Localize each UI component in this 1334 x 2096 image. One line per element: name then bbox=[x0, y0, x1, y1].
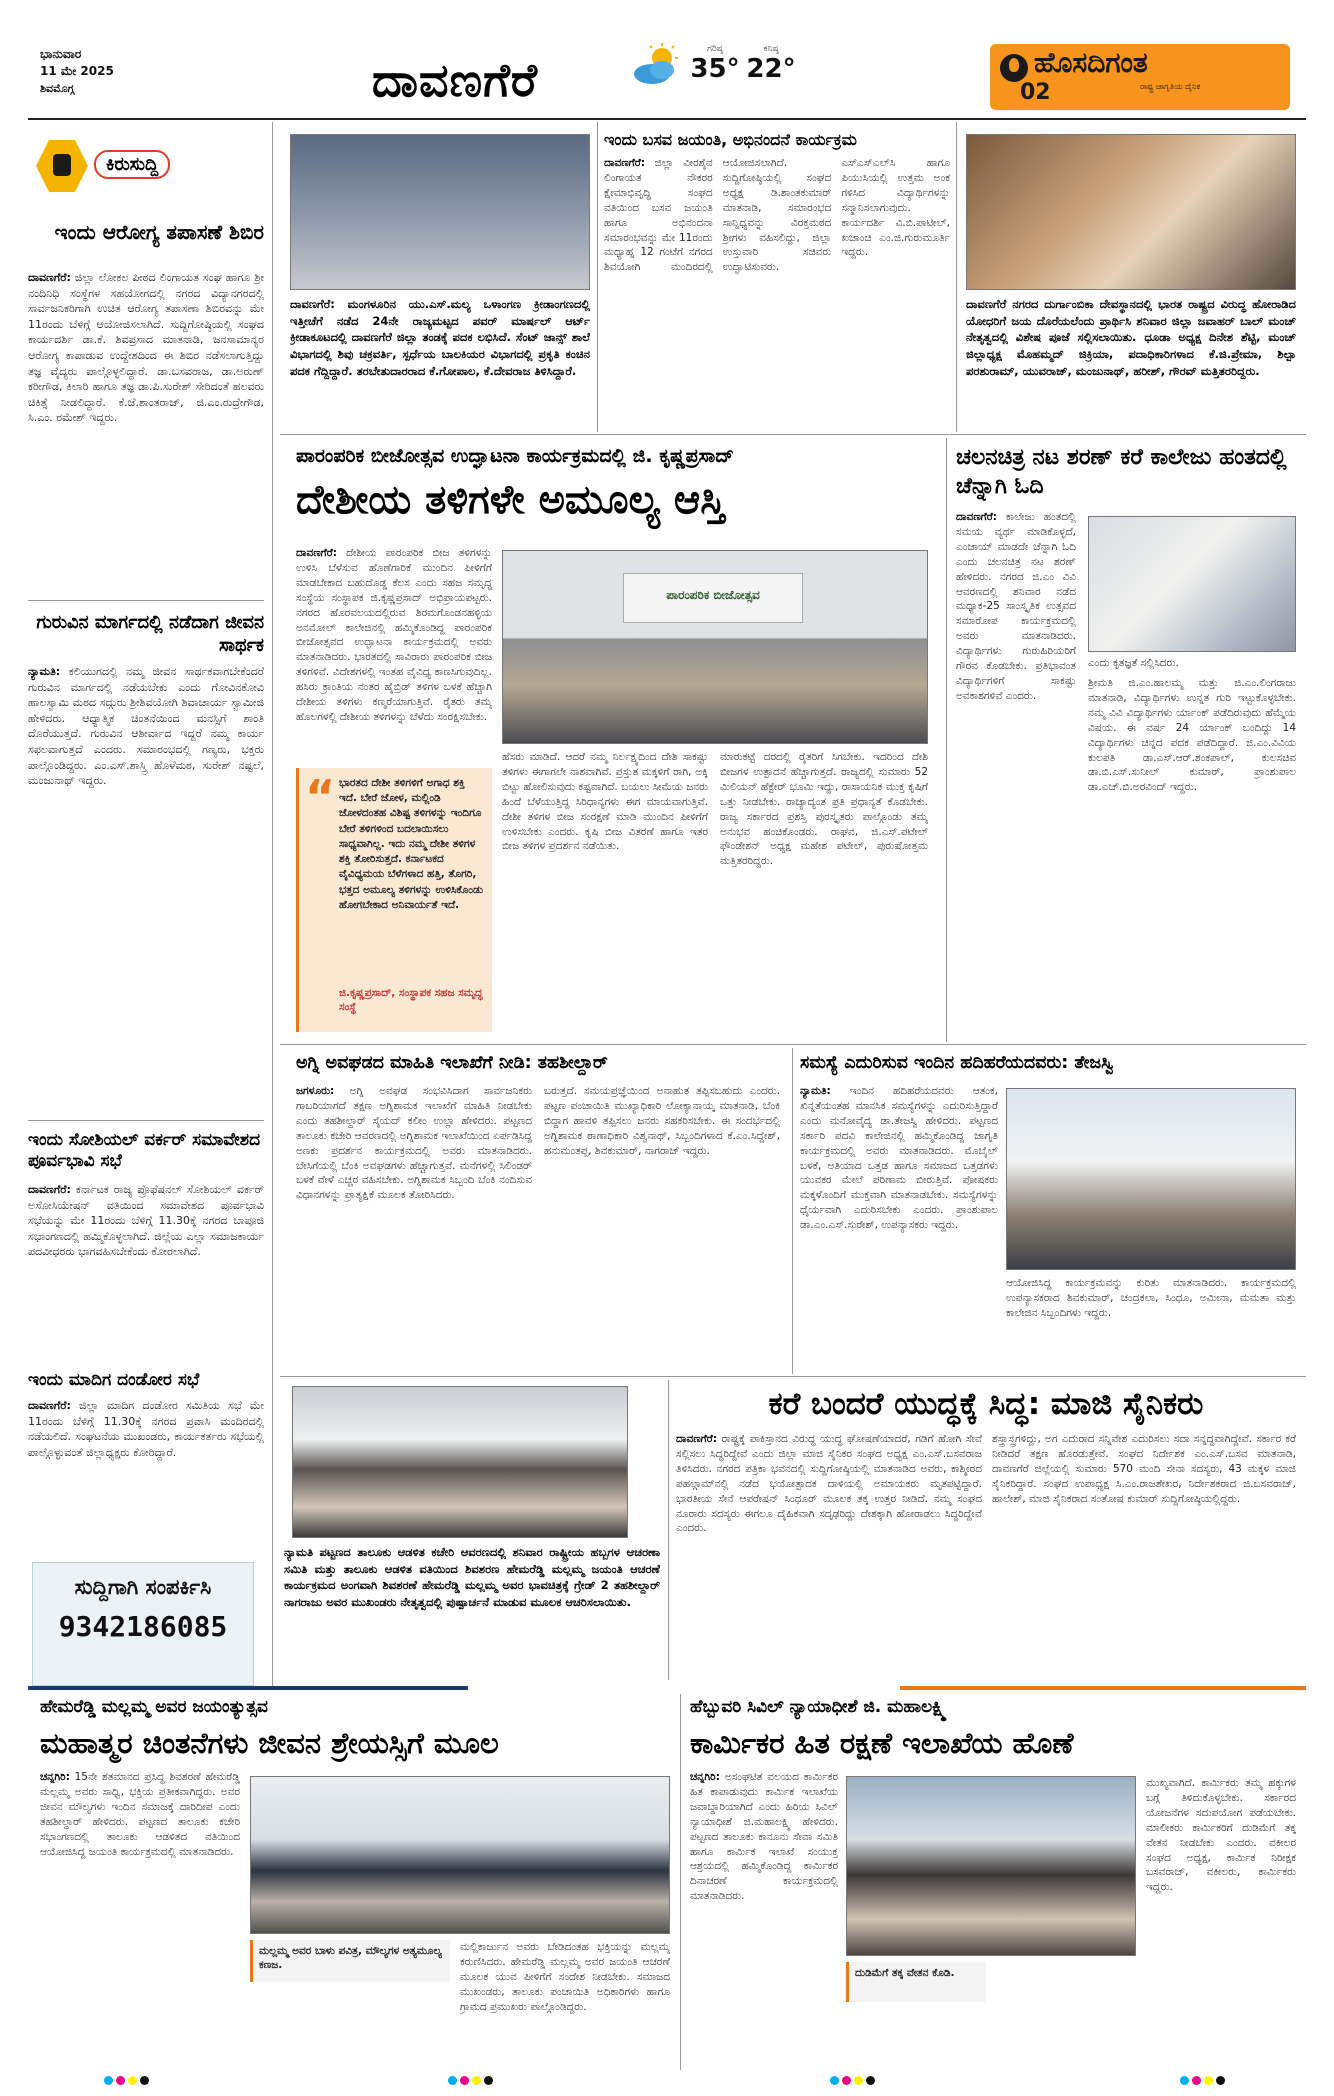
lead-body-col3: ಮಾರುಕಟ್ಟೆ ದರದಲ್ಲಿ ರೈತರಿಗೆ ಸಿಗಬೇಕು. ಇದರಿಂದ ದೇಶಿ ಬೀಜಗಳ ಉತ್ಪಾದನೆ ಹೆಚ್ಚಾಗುತ್ತದೆ. ರಾಜ್ಯದಲ್ಲಿ ಸುಮಾರು 52 ಮಿಲಿಯನ್ ಹೆಕ್ಟೇರ್ ಭೂಮಿ ಇದ್ದು, ರಾಸಾಯನಿಕ ಮುಕ್ತ ಕೃಷಿಗೆ ಒತ್ತು ನೀಡಬೇಕು. ರಾಜ್ಯಾದ್ಯಂತ ಪ್ರತಿ ಪ್ರಧಾನ್ಯತೆ ಕೊಡಬೇಕು. ರಾಜ್ಯ ಸರ್ಕಾರದ ಪ್ರಶಸ್ತಿ ಪುರಸ್ಕೃತರು ಪಾಲ್ಗೊಂಡು ತಮ್ಮ ಅನುಭವ ಹಂಚಿಕೊಂಡರು. ರಾಘವ, ಜಿ.ಎಸ್.ಪಟೇಲ್ ಫೌಂಡೇಶನ್ ಅಧ್ಯಕ್ಷ ಮಹೇಶ ಪಟೇಲ್, ಪುರುಷೋತ್ತಮ ಮತ್ತಿತರರಿದ್ದರು. bbox=[720, 751, 928, 868]
photo-seed-fest bbox=[502, 550, 928, 744]
kirusuddi-brand bbox=[36, 140, 236, 192]
max-temp-value: 35° bbox=[690, 54, 740, 84]
kirusuddi-label: ಕಿರುಸುದ್ದಿ bbox=[94, 150, 170, 179]
story-title-social-worker: ಇಂದು ಸೋಶಿಯಲ್ ವರ್ಕರ್ ಸಮಾವೇಶದ ಪೂರ್ವಭಾವಿ ಸಭೆ bbox=[28, 1130, 261, 1172]
story-title-health-camp: ಇಂದು ಆರೋಗ್ಯ ತಪಾಸಣೆ ಶಿಬಿರ bbox=[54, 220, 264, 244]
photo-mallamma-tribute bbox=[292, 1386, 628, 1538]
place-label: ಶಿವಮೊಗ್ಗ bbox=[40, 81, 75, 95]
bottom-left-headline: ಮಹಾತ್ಮರ ಚಿಂತನೆಗಳು ಜೀವನ ಶ್ರೇಯಸ್ಸಿಗೆ ಮೂಲ bbox=[40, 1726, 499, 1760]
photo-martial-arts bbox=[290, 134, 590, 290]
photo-labour-day bbox=[846, 1776, 1136, 1956]
story-title-guru: ಗುರುವಿನ ಮಾರ್ಗದಲ್ಲಿ ನಡೆದಾಗ ಜೀವನ ಸಾರ್ಥಕ bbox=[36, 612, 264, 656]
masthead-date-block bbox=[40, 46, 160, 97]
lead-quote: ಭಾರತದ ದೇಶೀ ತಳಿಗಳಿಗೆ ಅಗಾಧ ಶಕ್ತಿ ಇದೆ. ಬೇರೆ ಜೋಳ, ಮಲ್ಲಿಂಡಿ ಜೋಳದಂತಹ ವಿಶಿಷ್ಟ ತಳಿಗಳನ್ನು ಇಂದಿಗೂ ಬೇರೆ ತಳಿಗಳಿಂದ ಬದಲಾಯಿಸಲು ಸಾಧ್ಯವಾಗಿಲ್ಲ. ಇದು ನಮ್ಮ ದೇಶೀ ತಳಿಗಳ ಶಕ್ತಿ ತೋರಿಸುತ್ತದೆ. ಕರ್ನಾಟಕದ ವೈವಿಧ್ಯಮಯ ಬೆಳೆಗಳಾದ ಹತ್ತಿ, ತೊಗರಿ, ಭತ್ತದ ಅಮೂಲ್ಯ ತಳಿಗಳನ್ನು ಉಳಿಸಿಕೊಂಡು ಹೋಗಬೇಕಾದ ಅನಿವಾರ್ಯತೆ ಇದೆ. bbox=[339, 777, 484, 911]
photo-youth-event bbox=[1006, 1088, 1296, 1270]
masthead-rule bbox=[28, 118, 1306, 120]
actor-photo-caption: ಎಂದು ಕೃತಜ್ಞತೆ ಸಲ್ಲಿಸಿದರು. bbox=[1088, 657, 1179, 669]
lead-kicker: ಪಾರಂಪರಿಕ ಬೀಜೋತ್ಸವ ಉದ್ಘಾಟನಾ ಕಾರ್ಯಕ್ರಮದಲ್ಲಿ ಜಿ. ಕೃಷ್ಣಪ್ರಸಾದ್ bbox=[296, 445, 734, 467]
fire-body-col2: ಬರುತ್ತದೆ. ಸಮಯಪ್ರಜ್ಞೆಯಿಂದ ಅನಾಹುತ ತಪ್ಪಿಸಬಹುದು ಎಂದರು. ಪಟ್ಟಣ ಪಂಚಾಯಿತಿ ಮುಖ್ಯಾಧಿಕಾರಿ ಲೋಕ್ಯಾನಾಯ್ಕ ಮಾತನಾಡಿ, ಬೆಂಕಿ ಬಿದ್ದಾಗ ಹಾವಳಿ ತಪ್ಪಿಸಲು ಜನರು ಸಹಕರಿಸಬೇಕು. ಈ ಸಂದರ್ಭದಲ್ಲಿ ಅಗ್ನಿಶಾಮಕ ಠಾಣಾಧಿಕಾರಿ ವಿಶ್ವನಾಥ್, ಸಿಬ್ಬಂದಿಗಳಾದ ಕೆ.ಎಂ.ಸಿದ್ದೇಶ್, ಹನುಮಂತಪ್ಪ, ಶಿವಕುಮಾರ್, ನಾಗರಾಜ್ ಇದ್ದರು. bbox=[544, 1085, 780, 1157]
bottom-left-photo-caption: ಮಲ್ಲಮ್ಮ ಅವರ ಬಾಳು ಪವಿತ್ರ, ಮೌಲ್ಯಗಳ ಅತ್ಯಮೂಲ್ಯ ಕಣಜ. bbox=[259, 1945, 442, 1972]
section-divider-right bbox=[900, 1686, 1306, 1690]
date-label: 11 ಮೇ 2025 bbox=[40, 64, 114, 79]
story-body-health-camp: ದಾವಣಗೆರೆ: ಜಿಲ್ಲಾ ಲೋಕಲ ಪೀಠದ ಲಿಂಗಾಯತ ಸಂಘ ಹಾಗೂ ಶ್ರೀ ನಂದಿನಿಧಿ ಸಂಸ್ಥೆಗಳ ಸಹಯೋಗದಲ್ಲಿ ನಗರದ ವಿದ್ಯಾನಗರದಲ್ಲಿ ಸಾರ್ವಜನಿಕರಿಗಾಗಿ ಉಚಿತ ಆರೋಗ್ಯ ತಪಾಸಣಾ ಶಿಬಿರವನ್ನು ಮೇ 11ರಂದು ಬೆಳಿಗ್ಗೆ ಆಯೋಜಿಸಲಾಗಿದೆ. ಸುದ್ದಿಗೋಷ್ಠಿಯಲ್ಲಿ ಸಂಘದ ಕಾರ್ಯದರ್ಶಿ ಡಾ.ಕೆ. ಶಿವಪ್ರಸಾದ ಮಾತನಾಡಿ, ಜನಸಾಮಾನ್ಯರ ಆರೋಗ್ಯ ಕಾಪಾಡುವ ಉದ್ದೇಶದಿಂದ ಈ ಶಿಬಿರ ನಡೆಸಲಾಗುತ್ತಿದ್ದು ತಜ್ಞ ವೈದ್ಯರು ಪಾಲ್ಗೊಳ್ಳಲಿದ್ದಾರೆ. ಡಾ.ಬಸವರಾಜ, ಡಾ.ಅರುಣ್ ಕರೀಗೌಡ, ಕಿಲಾರಿ ಹಾಗೂ ತಜ್ಞ ಡಾ.ಪಿ.ಸುರೇಶ್ ಸೇರಿದಂತೆ ಹಲವರು ಚಿಕಿತ್ಸೆ ನೀಡಲಿದ್ದಾರೆ. ಕೆ.ಜೆ.ಶಾಂತರಾಜ್, ಜಿ.ಎಂ.ರುದ್ರೇಗೌಡ, ಸಿ.ಎಂ. ರಮೇಶ್ ಇದ್ದರು. bbox=[28, 271, 264, 425]
caption-martial-arts: ದಾವಣಗೆರೆ: ಮಂಗಳೂರಿನ ಯು.ಎಸ್.ಮಲ್ಯ ಒಳಾಂಗಣ ಕ್ರೀಡಾಂಗಣದಲ್ಲಿ ಇತ್ತೀಚೆಗೆ ನಡೆದ 24ನೇ ರಾಜ್ಯಮಟ್ಟದ ಪವರ್ ಮಾರ್ಷಲ್ ಆರ್ಟ್ ಕ್ರೀಡಾಕೂಟದಲ್ಲಿ ದಾವಣಗೆರೆ ಜಿಲ್ಲಾ ತಂಡಕ್ಕೆ ಪದಕ ಲಭಿಸಿದೆ. ಸೆಂಟ್ ಜಾನ್ಸ್ ಶಾಲೆ ವಿಭಾಗದಲ್ಲಿ ಶಿವು ಚಕ್ರವರ್ತಿ, ಸ್ಪರ್ಧೆಯ ಬಾಲಕಿಯರ ವಿಭಾಗದಲ್ಲಿ ಪ್ರಕೃತಿ ಕಂಚಿನ ಪದಕ ಗೆದ್ದಿದ್ದಾರೆ. ತರಬೇತುದಾರರಾದ ಕೆ.ಗೋಪಾಲ, ಕೆ.ದೇವರಾಜ ತಿಳಿಸಿದ್ದಾರೆ. bbox=[290, 297, 590, 378]
max-temp-label: ಗರಿಷ್ಠ bbox=[707, 44, 723, 54]
quote-icon: “ bbox=[305, 770, 336, 824]
story-body-social-worker: ದಾವಣಗೆರೆ: ಕರ್ನಾಟಕ ರಾಜ್ಯ ಪ್ರೊಫೆಷನಲ್ ಸೋಶಿಯಲ್ ವರ್ಕರ್ ಅಸೋಸಿಯೇಷನ್ ವತಿಯಿಂದ ಸಮಾವೇಶದ ಪೂರ್ವಭಾವಿ ಸಭೆಯನ್ನು ಮೇ 11ರಂದು ಬೆಳಿಗ್ಗೆ 11.30ಕ್ಕೆ ನಗರದ ಬಾಪೂಜಿ ಸಭಾಂಗಣದಲ್ಲಿ ಹಮ್ಮಿಕೊಳ್ಳಲಾಗಿದೆ. ಜಿಲ್ಲೆಯ ಎಲ್ಲಾ ಸಮಾಜಕಾರ್ಯ ಪದವೀಧರರು ಭಾಗವಹಿಸಬೇಕೆಂದು ಕೋರಲಾಗಿದೆ. bbox=[28, 1183, 264, 1259]
actor-body-col2: ಶ್ರೀಮತಿ ಜಿ.ಎಂ.ಹಾಲಮ್ಮ ಮತ್ತು ಜಿ.ಎಂ.ಲಿಂಗರಾಜು ಮಾತನಾಡಿ, ವಿದ್ಯಾರ್ಥಿಗಳು ಉನ್ನತ ಗುರಿ ಇಟ್ಟುಕೊಳ್ಳಬೇಕು. ನಮ್ಮ ವಿವಿ ವಿದ್ಯಾರ್ಥಿಗಳು ರ್ಯಾಂಕ್ ಪಡೆದಿರುವುದು ಹೆಮ್ಮೆಯ ವಿಷಯ. ಈ ವರ್ಷ 24 ರ್ಯಾಂಕ್ ಬಂದಿದ್ದು 14 ವಿದ್ಯಾರ್ಥಿಗಳು ಚಿನ್ನದ ಪದಕ ಪಡೆದಿದ್ದಾರೆ. ಜಿ.ಎಂ.ವಿವಿಯ ಕುಲಪತಿ ಡಾ.ಎಸ್.ಆರ್.ಶಂಕಪಾಲ್, ಕುಲಸಚಿವ ಡಾ.ಬಿ.ಎಸ್.ಸುನೀಲ್ ಕುಮಾರ್, ಪ್ರಾಂಶುಪಾಲ ಡಾ.ಎಚ್.ಬಿ.ಅರವಿಂದ್ ಇದ್ದರು. bbox=[1088, 677, 1296, 794]
contact-label: ಸುದ್ದಿಗಾಗಿ ಸಂಪರ್ಕಿಸಿ bbox=[74, 1575, 212, 1599]
actor-headline: ಚಲನಚಿತ್ರ ನಟ ಶರಣ್ ಕರೆ ಕಾಲೇಜು ಹಂತದಲ್ಲಿ ಚೆನ್ನಾಗಿ ಓದಿ bbox=[956, 445, 1287, 499]
photo-actor-event bbox=[1088, 516, 1296, 652]
youth-photo-caption: ಆಯೋಜಿಸಿದ್ದ ಕಾರ್ಯಕ್ರಮವನ್ನು ಕುರಿತು ಮಾತನಾಡಿದರು. ಕಾರ್ಯಕ್ರಮದಲ್ಲಿ ಉಪನ್ಯಾಸಕರಾದ ಶಿವಕುಮಾರ್, ಚಂದ್ರಕಲಾ, ಸಿಂಧೂ, ಅಮೀನಾ, ಮಮತಾ ಮತ್ತು ಕಾಲೇಜಿನ ಸಿಬ್ಬಂದಿಗಳು ಇದ್ದರು. bbox=[1006, 1277, 1296, 1319]
lamp-icon bbox=[1000, 54, 1028, 82]
bottom-left-body2: ಮಲ್ಲಿಕಾರ್ಜುನ ಅವರು ಬೇಡಿದಂತಹ ಭಕ್ತಿಯನ್ನು ಮಲ್ಲಮ್ಮ ಕರುಣಿಸಿದರು. ಹೇಮರೆಡ್ಡಿ ಮಲ್ಲಮ್ಮ ಅವರ ಜಯಂತಿ ಆಚರಣೆ ಮೂಲಕ ಯುವ ಪೀಳಿಗೆಗೆ ಸಂದೇಶ ನೀಡಬೇಕು. ಸಮಾಜದ ಮುಖಂಡರು, ತಾಲೂಕು ಪಂಚಾಯಿತಿ ಅಧಿಕಾರಿಗಳು ಹಾಗೂ ಗ್ರಾಮದ ಪ್ರಮುಖರು ಪಾಲ್ಗೊಂಡಿದ್ದರು. bbox=[460, 1941, 670, 2013]
bottom-left-photo-caption-box bbox=[250, 1940, 450, 1982]
story-body-madiga: ದಾವಣಗೆರೆ: ಜಿಲ್ಲಾ ಮಾದಿಗ ದಂಡೋರ ಸಮಿತಿಯ ಸಭೆ ಮೇ 11ರಂದು ಬೆಳಿಗ್ಗೆ 11.30ಕ್ಕೆ ನಗರದ ಪ್ರವಾಸಿ ಮಂದಿರದಲ್ಲಿ ನಡೆಯಲಿದೆ. ಸಂಘಟನೆಯ ಮುಖಂಡರು, ಕಾರ್ಯಕರ್ತರು ಸಭೆಯಲ್ಲಿ ಪಾಲ್ಗೊಳ್ಳುವಂತೆ ಜಿಲ್ಲಾಧ್ಯಕ್ಷರು ಕೋರಿದ್ದಾರೆ. bbox=[28, 1399, 264, 1459]
registration-marks-center-right bbox=[830, 2076, 875, 2085]
max-temp-block bbox=[690, 44, 740, 84]
paper-name: ಹೊಸದಿಗಂತ bbox=[1034, 46, 1148, 79]
registration-marks-center-left bbox=[448, 2076, 493, 2085]
lead-quote-source: ಜಿ.ಕೃಷ್ಣಪ್ರಸಾದ್, ಸಂಸ್ಥಾಪಕ ಸಹಜ ಸಮೃದ್ಧ ಸಂಸ್ಥೆ bbox=[339, 987, 483, 1014]
lead-headline: ದೇಶೀಯ ತಳಿಗಳೇ ಅಮೂಲ್ಯ ಆಸ್ತಿ bbox=[296, 477, 725, 523]
bottom-right-body2: ಮುಖ್ಯವಾಗಿದೆ. ಕಾರ್ಮಿಕರು ತಮ್ಮ ಹಕ್ಕುಗಳ ಬಗ್ಗೆ ತಿಳಿದುಕೊಳ್ಳಬೇಕು. ಸರ್ಕಾರದ ಯೋಜನೆಗಳ ಸದುಪಯೋಗ ಪಡೆಯಬೇಕು. ಮಾಲೀಕರು ಕಾರ್ಮಿಕರಿಗೆ ದುಡಿಮೆಗೆ ತಕ್ಕ ವೇತನ ನೀಡಬೇಕು ಎಂದರು. ವಕೀಲರ ಸಂಘದ ಅಧ್ಯಕ್ಷ, ಕಾರ್ಮಿಕ ನಿರೀಕ್ಷಕ ಬಸವರಾಜ್, ವಕೀಲರು, ಕಾರ್ಮಿಕರು ಇದ್ದರು. bbox=[1146, 1777, 1296, 1894]
story-body-guru: ನ್ಯಾಮತಿ: ಕಲಿಯುಗದಲ್ಲಿ ನಮ್ಮ ಜೀವನ ಸಾರ್ಥಕವಾಗಬೇಕೆಂದರೆ ಗುರುವಿನ ಮಾರ್ಗದಲ್ಲಿ ನಡೆಯಬೇಕು ಎಂದು ಗೋವಿನಕೋವಿ ಹಾಲಸ್ವಾಮಿ ಮಠದ ಸದ್ಗುರು ಶ್ರೀಶಿವಯೋಗಿ ಶಿವಾಚಾರ್ಯ ಸ್ವಾಮೀಜಿ ಹೇಳಿದರು. ಆಧ್ಯಾತ್ಮಿಕ ಚಿಂತನೆಯಿಂದ ಮನಸ್ಸಿಗೆ ಶಾಂತಿ ದೊರೆಯುತ್ತದೆ. ಗುರುವಿನ ಆಶೀರ್ವಾದ ಇದ್ದರೆ ನಮ್ಮ ಕಾರ್ಯ ಸಫಲವಾಗುತ್ತದೆ ಎಂದರು. ಸಮಾರಂಭದಲ್ಲಿ ಗಣ್ಯರು, ಭಕ್ತರು ಪಾಲ್ಗೊಂಡಿದ್ದರು. ಎಂ.ಎಸ್.ಶಾಸ್ತ್ರಿ ಹೊಳೆಮಠ, ಸುರೇಶ್ ನಷ್ಟಲೆ, ಮಂಜುನಾಥ್ ಇದ್ದರು. bbox=[28, 665, 264, 788]
bottom-right-photo-caption-box bbox=[846, 1962, 986, 2002]
soldier-body-col2: ಶಸ್ತ್ರಾಸ್ತ್ರಗಳಿದ್ದು, ಅಗ ಎದುರಾದ ಸನ್ನಿವೇಶ ಎದುರಿಸಲು ಸದಾ ಸನ್ನದ್ಧವಾಗಿದ್ದೇವೆ. ಸರ್ಕಾರ ಕರೆ ನೀಡಿದರೆ ತಕ್ಷಣ ಹೊರಡುತ್ತೇವೆ. ಸಂಘದ ನಿರ್ದೇಶಕ ಎಂ.ಎಸ್.ಬಸವ ಮಾತನಾಡಿ, ದಾವಣಗೆರೆ ಜಿಲ್ಲೆಯಲ್ಲಿ ಸುಮಾರು 570 ಮಂದಿ ಸೇನಾ ಸದಸ್ಯರು, 43 ಮಕ್ಕಳ ಮಾಜಿ ಸೈನಿಕರಿದ್ದಾರೆ. ಸಂಘದ ಉಪಾಧ್ಯಕ್ಷ ಸಿ.ಎಂ.ರಾಜಶೇಖರ, ನಿರ್ದೇಶಕರಾದ ಜಿ.ಬಸವರಾಜ್, ಹಾಲೇಶ್, ಮಾಜಿ ಸೈನಿಕರಾದ ಸಂತೋಷ ಕುಮಾರ್ ಸುದ್ದಿಗೋಷ್ಠಿಯಲ್ಲಿದ್ದರು. bbox=[992, 1433, 1296, 1505]
bottom-left-kicker: ಹೇಮರೆಡ್ಡಿ ಮಲ್ಲಮ್ಮ ಅವರ ಜಯಂತ್ಯುತ್ಸವ bbox=[40, 1697, 268, 1717]
youth-headline: ಸಮಸ್ಯೆ ಎದುರಿಸುವ ಇಂದಿನ ಹದಿಹರೆಯದವರು: ತೇಜಸ್ವಿ bbox=[800, 1053, 1114, 1073]
bottom-right-photo-caption: ದುಡಿಮೆಗೆ ತಕ್ಕ ವೇತನ ಕೊಡಿ. bbox=[855, 1967, 955, 1979]
hand-icon bbox=[36, 140, 88, 192]
story-body-basava: ದಾವಣಗೆರೆ: ಜಿಲ್ಲಾ ವೀರಶೈವ ಲಿಂಗಾಯತ ನೌಕರರ ಕ್ಷೇಮಾಭಿವೃದ್ಧಿ ಸಂಘದ ವತಿಯಿಂದ ಬಸವ ಜಯಂತಿ ಹಾಗೂ ಅಭಿನಂದನಾ ಸಮಾರಂಭವನ್ನು ಮೇ 11ರಂದು ಮಧ್ಯಾಹ್ನ 12 ಗಂಟೆಗೆ ನಗರದ ಶಿವಯೋಗಿ ಮಂದಿರದಲ್ಲಿ ಆಯೋಜಿಸಲಾಗಿದೆ. ಸುದ್ದಿಗೋಷ್ಠಿಯಲ್ಲಿ ಸಂಘದ ಅಧ್ಯಕ್ಷ ಡಿ.ಶಾಂತಕುಮಾರ್ ಮಾತನಾಡಿ, ಸಮಾರಂಭದ ಸಾನ್ನಿಧ್ಯವನ್ನು ವಿರಕ್ತಮಠದ ಶ್ರೀಗಳು ವಹಿಸಲಿದ್ದು, ಜಿಲ್ಲಾ ಉಸ್ತುವಾರಿ ಸಚಿವರು ಉದ್ಘಾಟಿಸುವರು. ಎಸ್‌ಎಸ್‌ಎಲ್‌ಸಿ ಹಾಗೂ ಪಿಯುಸಿಯಲ್ಲಿ ಉತ್ತಮ ಅಂಕ ಗಳಿಸಿದ ವಿದ್ಯಾರ್ಥಿಗಳನ್ನು ಸನ್ಮಾನಿಸಲಾಗುವುದು. ಕಾರ್ಯದರ್ಶಿ ವಿ.ಬಿ.ಪಾಟೀಲ್, ಖಜಾಂಚಿ ಎಂ.ಜಿ.ಗುರುಮೂರ್ತಿ ಇದ್ದರು. bbox=[604, 157, 950, 274]
photo-jayanti-event bbox=[250, 1776, 670, 1934]
story-title-basava: ಇಂದು ಬಸವ ಜಯಂತಿ, ಅಭಿನಂದನೆ ಕಾರ್ಯಕ್ರಮ bbox=[604, 130, 857, 149]
registration-marks-right bbox=[1180, 2076, 1225, 2085]
contact-number: 9342186085 bbox=[58, 1610, 228, 1643]
soldier-headline: ಕರೆ ಬಂದರೆ ಯುದ್ಧಕ್ಕೆ ಸಿದ್ಧ: ಮಾಜಿ ಸೈನಿಕರು bbox=[768, 1386, 1204, 1422]
lead-quote-box bbox=[296, 768, 492, 1032]
contact-box bbox=[32, 1562, 254, 1686]
bottom-right-headline: ಕಾರ್ಮಿಕರ ಹಿತ ರಕ್ಷಣೆ ಇಲಾಖೆಯ ಹೊಣೆ bbox=[690, 1726, 1074, 1760]
fire-body-col1: ಜಗಳೂರು: ಅಗ್ನಿ ಅವಘಡ ಸಂಭವಿಸಿದಾಗ ಸಾರ್ವಜನಿಕರು ಗಾಬರಿಯಾಗದೆ ತಕ್ಷಣ ಅಗ್ನಿಶಾಮಕ ಇಲಾಖೆಗೆ ಮಾಹಿತಿ ನೀಡಬೇಕು ಎಂದು ತಹಶೀಲ್ದಾರ್ ಸೈಯದ್ ಕಲೀಂ ಉಲ್ಲಾ ಹೇಳಿದರು. ಪಟ್ಟಣದ ತಾಲೂಕು ಕಚೇರಿ ಆವರಣದಲ್ಲಿ ಅಗ್ನಿಶಾಮಕ ಇಲಾಖೆಯಿಂದ ಏರ್ಪಡಿಸಿದ್ದ ಅಣಕು ಪ್ರದರ್ಶನ ಕಾರ್ಯಕ್ರಮದಲ್ಲಿ ಅವರು ಮಾತನಾಡಿದರು. ಬೇಸಿಗೆಯಲ್ಲಿ ಬೆಂಕಿ ಅವಘಡಗಳು ಹೆಚ್ಚಾಗುತ್ತವೆ. ಮನೆಗಳಲ್ಲಿ ಸಿಲಿಂಡರ್ ಬಳಕೆ ವೇಳೆ ಎಚ್ಚರ ವಹಿಸಬೇಕು. ಅಗ್ನಿಶಾಮಕ ಸಿಬ್ಬಂದಿ ಬೆಂಕಿ ನಂದಿಸುವ ವಿಧಾನಗಳನ್ನು ಪ್ರಾತ್ಯಕ್ಷಿಕೆ ಮೂಲಕ ತೋರಿಸಿದರು. bbox=[296, 1085, 532, 1202]
soldier-body-col1: ದಾವಣಗೆರೆ: ರಾಷ್ಟ್ರಕ್ಕೆ ಪಾಕಿಸ್ತಾನದ ವಿರುದ್ಧ ಯುದ್ಧ ಘೋಷಣೆಯಾದರೆ, ಗಡಿಗೆ ಹೋಗಿ ಸೇವೆ ಸಲ್ಲಿಸಲು ಸಿದ್ಧರಿದ್ದೇವೆ ಎಂದು ಜಿಲ್ಲಾ ಮಾಜಿ ಸೈನಿಕರ ಸಂಘದ ಅಧ್ಯಕ್ಷ ಎಂ.ಎಸ್.ಬಸವರಾಜ ತಿಳಿಸಿದರು. ನಗರದ ಪತ್ರಿಕಾ ಭವನದಲ್ಲಿ ಸುದ್ದಿಗೋಷ್ಠಿಯಲ್ಲಿ ಮಾತನಾಡಿದ ಅವರು, ಕಾಶ್ಮೀರದ ಪಹಲ್ಗಾಮ್‌ನಲ್ಲಿ ನಡೆದ ಭಯೋತ್ಪಾದಕ ದಾಳಿಯಲ್ಲಿ ಅಮಾಯಕರು ಮೃತಪಟ್ಟಿದ್ದಾರೆ. ಭಾರತೀಯ ಸೇನೆ ಆಪರೇಷನ್ ಸಿಂಧೂರ್ ಮೂಲಕ ತಕ್ಕ ಉತ್ತರ ನೀಡಿದೆ. ನಮ್ಮ ಸಂಘದ ನೂರಾರು ಸದಸ್ಯರು ಈಗಲೂ ದೈಹಿಕವಾಗಿ ಸದೃಢರಿದ್ದು ದೇಶಕ್ಕಾಗಿ ಹೋರಾಡಲು ಸಿದ್ಧರಿದ್ದೇವೆ ಎಂದರು. bbox=[676, 1433, 982, 1535]
registration-marks-left bbox=[104, 2076, 149, 2085]
story-title-madiga: ಇಂದು ಮಾದಿಗ ದಂಡೋರ ಸಭೆ bbox=[28, 1370, 200, 1390]
paper-tagline: ರಾಷ್ಟ್ರ ಜಾಗೃತಿಯ ದೈನಿಕ bbox=[1140, 82, 1201, 91]
min-temp-block bbox=[746, 44, 796, 84]
city-title: ದಾವಣಗೆರೆ bbox=[372, 53, 538, 107]
min-temp-value: 22° bbox=[746, 54, 796, 84]
caption-temple-prayer: ದಾವಣಗೆರೆ ನಗರದ ದುರ್ಗಾಂಬಿಕಾ ದೇವಸ್ಥಾನದಲ್ಲಿ ಭಾರತ ರಾಷ್ಟ್ರದ ವಿರುದ್ಧ ಹೋರಾಡಿದ ಯೋಧರಿಗೆ ಜಯ ದೊರೆಯಲೆಂದು ಪ್ರಾರ್ಥಿಸಿ ಶನಿವಾರ ಜಿಲ್ಲಾ ಜವಾಹರ್ ಬಾಲ್ ಮಂಚ್ ನೇತೃತ್ವದಲ್ಲಿ ವಿಶೇಷ ಪೂಜೆ ಸಲ್ಲಿಸಲಾಯಿತು. ಧೂಡಾ ಅಧ್ಯಕ್ಷ ದಿನೇಶ ಶೆಟ್ಟಿ, ಮಂಚ್ ಜಿಲ್ಲಾಧ್ಯಕ್ಷ ಮೊಹಮ್ಮದ್ ಜಿಕ್ರಿಯಾ, ಪದಾಧಿಕಾರಿಗಳಾದ ಕೆ.ಜಿ.ಪ್ರೇಮಾ, ಶಿಲ್ಪಾ ಪರಶುರಾಮ್, ಯುವರಾಜ್, ಮಂಜುನಾಥ್, ಹರೀಶ್, ಗೌರವ್ ಮತ್ತಿತರರಿದ್ದರು. bbox=[966, 297, 1296, 378]
lead-body-col1: ದಾವಣಗೆರೆ: ದೇಶೀಯ ಪಾರಂಪರಿಕ ಬೀಜ ತಳಿಗಳನ್ನು ಉಳಿಸಿ ಬೆಳೆಸುವ ಹೊಣೆಗಾರಿಕೆ ಮುಂದಿನ ಪೀಳಿಗೆಗೆ ಮಾಡಬೇಕಾದ ಬಹುದೊಡ್ಡ ಕೆಲಸ ಎಂದು ಸಹಜ ಸಮೃದ್ಧ ಸಂಸ್ಥೆಯ ಸಂಸ್ಥಾಪಕ ಜಿ.ಕೃಷ್ಣಪ್ರಸಾದ್ ಅಭಿಪ್ರಾಯಪಟ್ಟರು. ನಗರದ ಹೊರವಲಯದಲ್ಲಿರುವ ಶಿರಮಗೊಂಡನಹಳ್ಳಿಯ ಅನಮೋಲ್ ಕಾಲೇಜಿನಲ್ಲಿ ಹಮ್ಮಿಕೊಂಡಿದ್ದ ಪಾರಂಪರಿಕ ಬೀಜೋತ್ಸವದ ಉದ್ಘಾಟನಾ ಕಾರ್ಯಕ್ರಮದಲ್ಲಿ ಅವರು ಮಾತನಾಡಿದರು. ಭಾರತದಲ್ಲಿ ಸಾವಿರಾರು ಪಾರಂಪರಿಕ ಬೀಜ ತಳಿಗಳಿವೆ. ವಿದೇಶಗಳಲ್ಲಿ ಇಂತಹ ವೈವಿಧ್ಯ ಕಾಣಸಿಗುವುದಿಲ್ಲ. ಹಸಿರು ಕ್ರಾಂತಿಯ ನಂತರ ಹೈಬ್ರಿಡ್ ತಳಿಗಳ ಬಳಕೆ ಹೆಚ್ಚಾಗಿ ದೇಶೀಯ ತಳಿಗಳು ಕಣ್ಮರೆಯಾಗುತ್ತಿವೆ. ರೈತರು ತಮ್ಮ ಹೊಲಗಳಲ್ಲಿ ದೇಶೀಯ ತಳಿಗಳನ್ನು ಬೆಳೆದು ಸಂರಕ್ಷಿಸಬೇಕು. bbox=[296, 547, 492, 723]
bottom-right-kicker: ಹೆಬ್ಬುವರಿ ಸಿವಿಲ್ ನ್ಯಾಯಾಧೀಶೆ ಜಿ. ಮಹಾಲಕ್ಷ್ಮಿ bbox=[690, 1697, 947, 1717]
day-label: ಭಾನುವಾರ bbox=[40, 47, 82, 61]
weather-icon bbox=[630, 42, 682, 88]
dateline: ದಾವಣಗೆರೆ: bbox=[28, 271, 71, 284]
fire-headline: ಅಗ್ನಿ ಅವಘಡದ ಮಾಹಿತಿ ಇಲಾಖೆಗೆ ನೀಡಿ: ತಹಶೀಲ್ದಾರ್ bbox=[296, 1053, 608, 1073]
bottom-right-body1: ಚನ್ನಗಿರಿ: ಅಸಂಘಟಿತ ವಲಯದ ಕಾರ್ಮಿಕರ ಹಿತ ಕಾಪಾಡುವುದು ಕಾರ್ಮಿಕ ಇಲಾಖೆಯ ಜವಾಬ್ದಾರಿಯಾಗಿದೆ ಎಂದು ಹಿರಿಯ ಸಿವಿಲ್ ನ್ಯಾಯಾಧೀಶೆ ಜಿ.ಮಹಾಲಕ್ಷ್ಮಿ ಹೇಳಿದರು. ಪಟ್ಟಣದ ತಾಲೂಕು ಕಾನೂನು ಸೇವಾ ಸಮಿತಿ ಹಾಗೂ ಕಾರ್ಮಿಕ ಇಲಾಖೆ ಸಂಯುಕ್ತ ಆಶ್ರಯದಲ್ಲಿ ಹಮ್ಮಿಕೊಂಡಿದ್ದ ಕಾರ್ಮಿಕರ ದಿನಾಚರಣೆ ಕಾರ್ಯಕ್ರಮದಲ್ಲಿ ಮಾತನಾಡಿದರು. bbox=[690, 1771, 838, 1903]
paper-logo bbox=[990, 44, 1290, 110]
lead-body-col2: ಹೆಸರು ಮಾಡಿದೆ. ಆದರೆ ನಮ್ಮ ನಿರ್ಲಕ್ಷ್ಯದಿಂದ ದೇಶಿ ಸಾಕಷ್ಟು ತಳಿಗಳು ಈಗಾಗಲೇ ನಾಶವಾಗಿವೆ. ಪ್ರಸ್ತುತ ಮಕ್ಕಳಿಗೆ ರಾಗಿ, ಅಕ್ಕಿ ಬಿಟ್ಟು ಹೋಲಿಸುವುದು ಕಷ್ಟವಾಗಿದೆ. ಬಯಲು ಸೀಮೆಯ ಜನರು ಹಿಂದೆ ಬೆಳೆಯುತ್ತಿದ್ದ ಸಿರಿಧಾನ್ಯಗಳು ಈಗ ಮಾಯವಾಗುತ್ತಿವೆ. ದೇಶೀ ತಳಿಗಳ ಬೀಜ ಸಂರಕ್ಷಣೆ ಮಾಡಿ ಮುಂದಿನ ಪೀಳಿಗೆಗೆ ಉಳಿಸಬೇಕು ಎಂದರು. ಕೃಷಿ ಬೀಜ ವಿತರಣೆ ಹಾಗೂ ಇತರ ಬೀಜ ತಳಿಗಳ ಪ್ರದರ್ಶನ ನಡೆಯಿತು. bbox=[502, 751, 708, 853]
section-divider-left bbox=[28, 1686, 468, 1690]
caption-mallamma-tribute: ನ್ಯಾಮತಿ ಪಟ್ಟಣದ ತಾಲೂಕು ಆಡಳಿತ ಕಚೇರಿ ಆವರಣದಲ್ಲಿ ಶನಿವಾರ ರಾಷ್ಟ್ರೀಯ ಹಬ್ಬಗಳ ಆಚರಣಾ ಸಮಿತಿ ಮತ್ತು ತಾಲೂಕು ಆಡಳಿತ ವತಿಯಿಂದ ಶಿವಶರಣ ಹೇಮರೆಡ್ಡಿ ಮಲ್ಲಮ್ಮ ಜಯಂತಿ ಆಚರಣೆ ಕಾರ್ಯಕ್ರಮದ ಅಂಗವಾಗಿ ಶಿವಶರಣೆ ಹೇಮರೆಡ್ಡಿ ಮಲ್ಲಮ್ಮ ಅವರ ಭಾವಚಿತ್ರಕ್ಕೆ ಗ್ರೇಡ್ 2 ತಹಶೀಲ್ದಾರ್ ನಾಗರಾಜು ಅವರ ಮುಖಂಡರು ನೇತೃತ್ವದಲ್ಲಿ ಪುಷ್ಪಾರ್ಚನೆ ಮಾಡುವ ಮೂಲಕ ಆಚರಿಸಲಾಯಿತು. bbox=[284, 1545, 660, 1610]
left-column bbox=[28, 130, 264, 1810]
seed-fest-banner: ಪಾರಂಪರಿಕ ಬೀಜೋತ್ಸವ bbox=[623, 573, 803, 623]
min-temp-label: ಕನಿಷ್ಠ bbox=[763, 44, 779, 54]
youth-body: ನ್ಯಾಮತಿ: ಇಂದಿನ ಹದಿಹರೆಯದವರು ಆತಂಕ, ಖಿನ್ನತೆಯಂತಹ ಮಾನಸಿಕ ಸಮಸ್ಯೆಗಳನ್ನು ಎದುರಿಸುತ್ತಿದ್ದಾರೆ ಎಂದು ಮನೋವೈದ್ಯ ಡಾ.ತೇಜಸ್ವಿ ಹೇಳಿದರು. ಪಟ್ಟಣದ ಸರ್ಕಾರಿ ಪದವಿ ಕಾಲೇಜಿನಲ್ಲಿ ಹಮ್ಮಿಕೊಂಡಿದ್ದ ಜಾಗೃತಿ ಕಾರ್ಯಕ್ರಮದಲ್ಲಿ ಅವರು ಮಾತನಾಡಿದರು. ಮೊಬೈಲ್ ಬಳಕೆ, ಅತಿಯಾದ ಒತ್ತಡ ಹಾಗೂ ಸಮಾಜದ ಒತ್ತಡಗಳು ಯುವಕರ ಮೇಲೆ ಪರಿಣಾಮ ಬೀರುತ್ತಿವೆ. ಪೋಷಕರು ಮಕ್ಕಳೊಂದಿಗೆ ಮುಕ್ತವಾಗಿ ಮಾತನಾಡಬೇಕು. ಸಮಸ್ಯೆಗಳನ್ನು ಧೈರ್ಯವಾಗಿ ಎದುರಿಸಬೇಕು ಎಂದರು. ಪ್ರಾಂಶುಪಾಲ ಡಾ.ಎಂ.ಎಸ್.ಸುರೇಶ್, ಉಪನ್ಯಾಸಕರು ಇದ್ದರು. bbox=[800, 1085, 998, 1232]
photo-temple-prayer bbox=[966, 134, 1296, 290]
page-number: 02 bbox=[1020, 80, 1051, 105]
actor-body-col1: ದಾವಣಗೆರೆ: ಕಾಲೇಜು ಹಂತದಲ್ಲಿ ಸಮಯ ವ್ಯರ್ಥ ಮಾಡಿಕೊಳ್ಳದೆ, ಎಂಜಾಯ್ ಮಾಡದೇ ಚೆನ್ನಾಗಿ ಓದಿ ಎಂದು ಚಲನಚಿತ್ರ ನಟ ಶರಣ್ ಹೇಳಿದರು. ನಗರದ ಜಿ.ಎಂ ವಿವಿ ಆವರಣದಲ್ಲಿ ಶನಿವಾರ ನಡೆದ ಮಧ್ಯಾಕ-25 ಸಾಂಸ್ಕೃತಿಕ ಉತ್ಸವದ ಸಮಾರೋಪ ಕಾರ್ಯಕ್ರಮದಲ್ಲಿ ಅವರು ಮಾತನಾಡಿದರು. ವಿದ್ಯಾರ್ಥಿಗಳು ಗುರುಹಿರಿಯರಿಗೆ ಗೌರವ ಕೊಡಬೇಕು. ಪ್ರತಿಭಾವಂತ ವಿದ್ಯಾರ್ಥಿಗಳಿಗೆ ಸಾಕಷ್ಟು ಅವಕಾಶಗಳಿವೆ ಎಂದರು. bbox=[956, 511, 1076, 702]
masthead bbox=[0, 0, 1334, 118]
bottom-left-body1: ಚನ್ನಗಿರಿ: 15ನೇ ಶತಮಾನದ ಪ್ರಸಿದ್ಧ ಶಿವಶರಣೆ ಹೇಮರೆಡ್ಡಿ ಮಲ್ಲಮ್ಮ ಅವರು ಸಾಧ್ವಿ, ಭಕ್ತಿಯ ಪ್ರತೀಕವಾಗಿದ್ದರು. ಅವರ ಜೀವನ ಮೌಲ್ಯಗಳು ಇಂದಿನ ಸಮಾಜಕ್ಕೆ ದಾರಿದೀಪ ಎಂದು ತಹಶೀಲ್ದಾರ್ ಹೇಳಿದರು. ಪಟ್ಟಣದ ತಾಲೂಕು ಕಚೇರಿ ಸಭಾಂಗಣದಲ್ಲಿ ತಾಲೂಕು ಆಡಳಿತದ ವತಿಯಿಂದ ಆಯೋಜಿಸಿದ್ದ ಜಯಂತಿ ಕಾರ್ಯಕ್ರಮದಲ್ಲಿ ಮಾತನಾಡಿದರು. bbox=[40, 1771, 240, 1858]
